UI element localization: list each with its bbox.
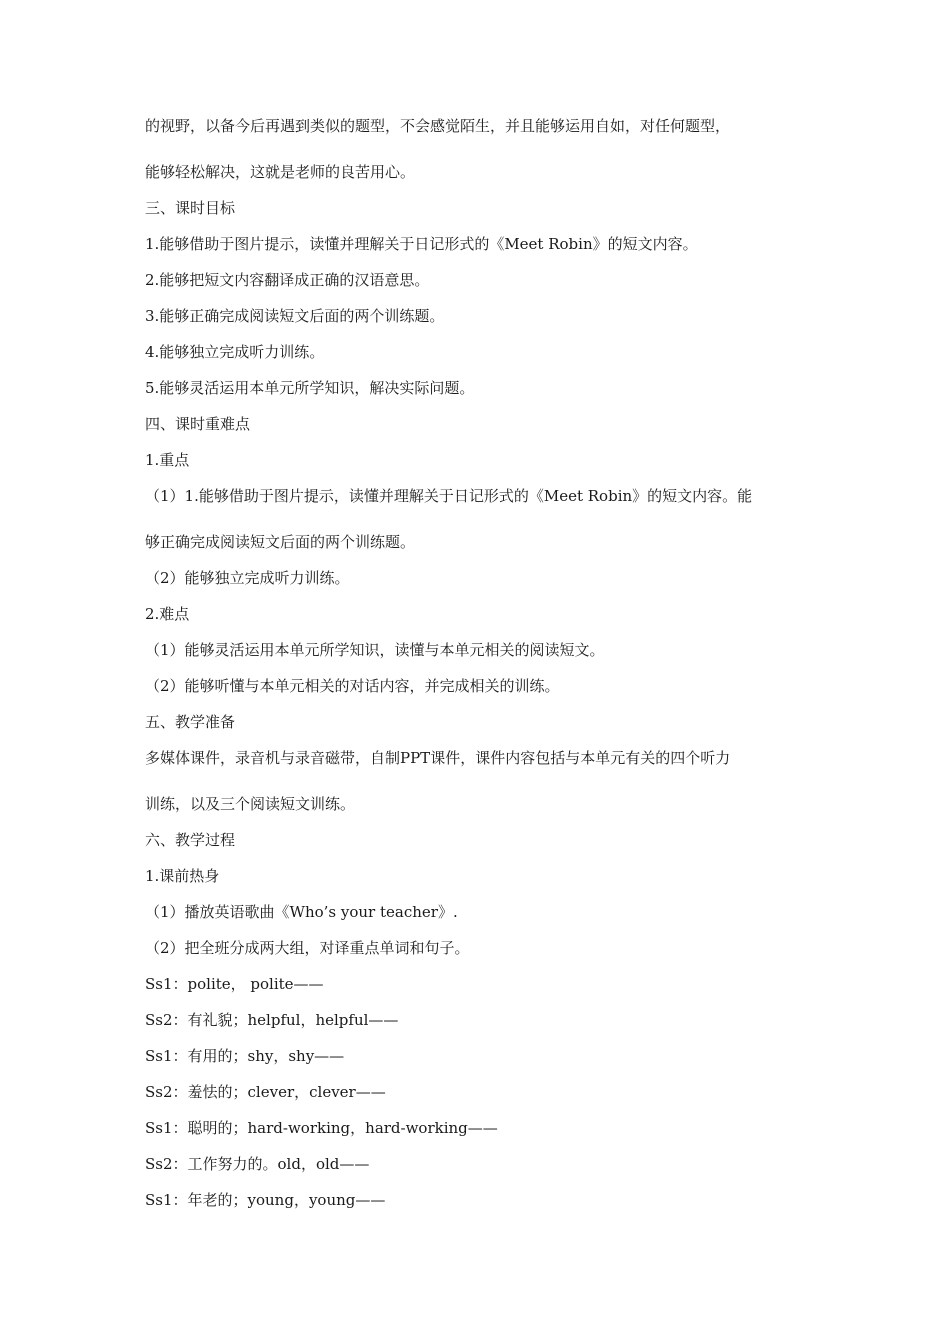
document-page [145,116,810,1226]
dialogue-line: Ss1：年老的；young，young—— [145,1191,386,1209]
section-heading: 六、教学过程 [145,831,236,849]
section-heading: 三、课时目标 [145,199,236,217]
paragraph-line: 训练，以及三个阅读短文训练。 [145,795,356,813]
list-item: （2）把全班分成两大组，对译重点单词和句子。 [145,939,470,957]
section-heading: 四、课时重难点 [145,415,251,433]
dialogue-line: Ss1：polite， polite—— [145,975,324,993]
paragraph-line: 多媒体课件，录音机与录音磁带，自制PPT课件，课件内容包括与本单元有关的四个听力 [145,749,731,767]
subsection-heading: 1.重点 [145,451,190,469]
dialogue-line: Ss2：有礼貌；helpful，helpful—— [145,1011,399,1029]
subsection-heading: 2.难点 [145,605,190,623]
list-item: 2.能够把短文内容翻译成正确的汉语意思。 [145,271,430,289]
dialogue-line: Ss2：羞怯的；clever，clever—— [145,1083,386,1101]
list-item-continuation: 够正确完成阅读短文后面的两个训练题。 [145,533,416,551]
dialogue-line: Ss2：工作努力的。old，old—— [145,1155,370,1173]
section-heading: 五、教学准备 [145,713,236,731]
dialogue-line: Ss1：有用的；shy，shy—— [145,1047,345,1065]
paragraph-line: 的视野，以备今后再遇到类似的题型，不会感觉陌生，并且能够运用自如，对任何题型， [145,117,731,135]
dialogue-line: Ss1：聪明的；hard-working，hard-working—— [145,1119,498,1137]
list-item: 3.能够正确完成阅读短文后面的两个训练题。 [145,307,445,325]
list-item: （1）播放英语歌曲《Who’s your teacher》. [145,903,458,921]
list-item: （2）能够听懂与本单元相关的对话内容，并完成相关的训练。 [145,677,560,695]
list-item: 4.能够独立完成听力训练。 [145,343,325,361]
list-item: （1）能够灵活运用本单元所学知识，读懂与本单元相关的阅读短文。 [145,641,605,659]
list-item: 5.能够灵活运用本单元所学知识，解决实际问题。 [145,379,475,397]
list-item: 1.能够借助于图片提示，读懂并理解关于日记形式的《Meet Robin》的短文内容。 [145,235,698,253]
list-item: （1）1.能够借助于图片提示，读懂并理解关于日记形式的《Meet Robin》的短文内容。能 [145,487,753,505]
paragraph-line: 能够轻松解决，这就是老师的良苦用心。 [145,163,416,181]
subsection-heading: 1.课前热身 [145,867,220,885]
list-item: （2）能够独立完成听力训练。 [145,569,350,587]
